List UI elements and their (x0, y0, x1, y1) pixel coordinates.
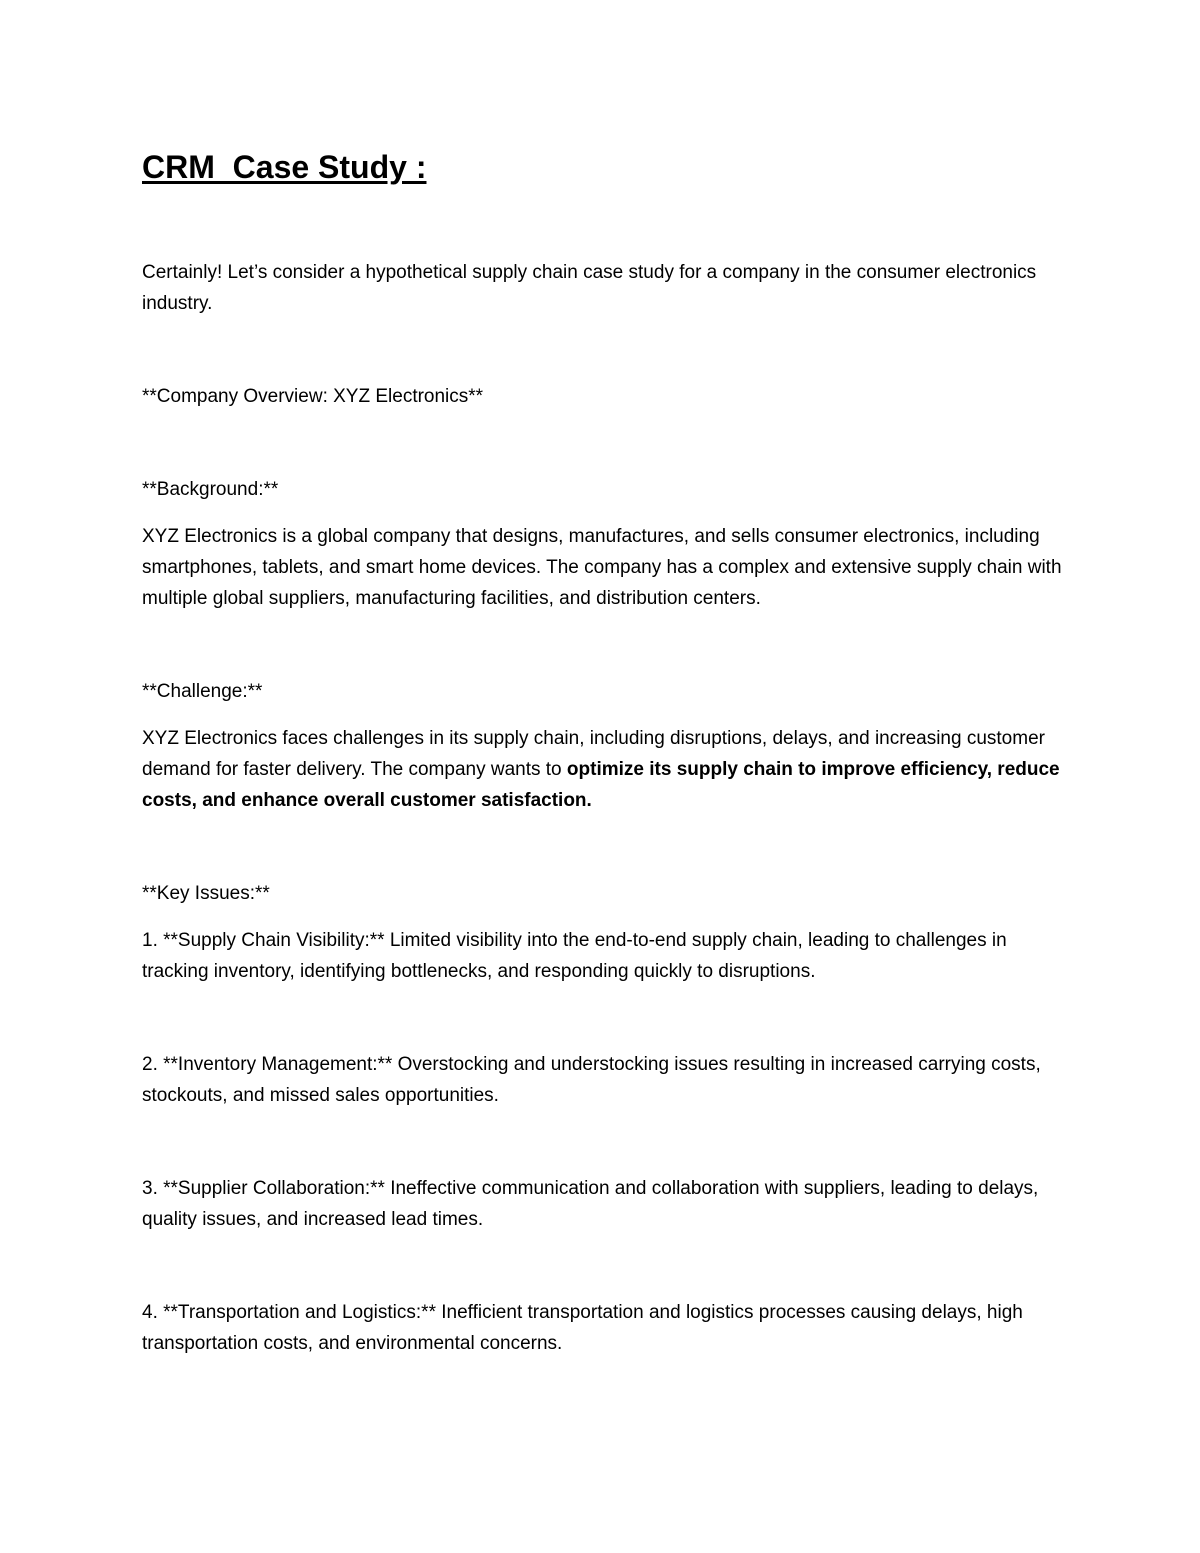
challenge-heading: **Challenge:** (142, 681, 263, 702)
company-overview-heading: **Company Overview: XYZ Electronics** (142, 386, 484, 407)
key-issue-item: 2. **Inventory Management:** Overstocking and understocking issues resulting in increased carrying costs, stockouts, and missed sales opportunities. (142, 1054, 1041, 1106)
document-body (142, 144, 1067, 1359)
key-issue-item: 1. **Supply Chain Visibility:** Limited visibility into the end-to-end supply chain, leading to challenges in tracking inventory, identifying bottlenecks, and responding quickly to disruptions. (142, 930, 1007, 982)
key-issue-item: 3. **Supplier Collaboration:** Ineffective communication and collaboration with suppliers, leading to delays, quality issues, and increased lead times. (142, 1178, 1039, 1230)
background-heading: **Background:** (142, 479, 279, 500)
challenge-paragraph (142, 723, 1067, 816)
intro-paragraph: Certainly! Let’s consider a hypothetical supply chain case study for a company in the consumer electronics industry. (142, 262, 1037, 314)
key-issues-heading: **Key Issues:** (142, 883, 270, 904)
key-issue-item: 4. **Transportation and Logistics:** Inefficient transportation and logistics processes causing delays, high transportation costs, and environmental concerns. (142, 1302, 1023, 1354)
challenge-text-plain: XYZ Electronics faces challenges in its supply chain, including disruptions, delays, and increasing customer demand for faster delivery. The company wants to (142, 728, 1045, 780)
background-paragraph: XYZ Electronics is a global company that designs, manufactures, and sells consumer electronics, including smartphones, tablets, and smart home devices. The company has a complex and extensive supply chain with multiple global suppliers, manufacturing facilities, and distribution centers. (142, 526, 1062, 609)
document-title: CRM Case Study : (142, 149, 427, 185)
challenge-text-bold: optimize its supply chain to improve efficiency, reduce costs, and enhance overall customer satisfaction. (142, 759, 1060, 811)
